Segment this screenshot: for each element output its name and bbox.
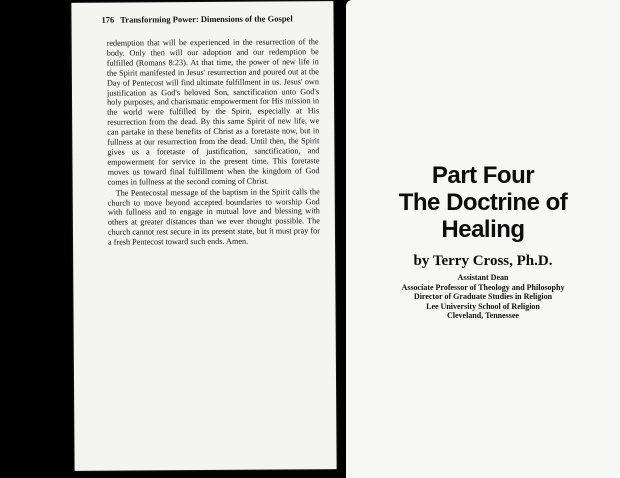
author-byline: by Terry Cross, Ph.D. bbox=[413, 253, 553, 269]
paragraph-1: redemption that will be experienced in the resurrection of the body. Only then will our adoption and our redemption be fulfilled (Romans 8:23). At that time, the power of new life in the Spirit manifested in Jesus' resurrection and poured out at the Day of Pentecost will find ultimate fulfillment in us. Jesus' own justification as God's beloved Son, sanctification unto God's holy purposes, and charismatic empowerment for His mission in the world were fulfilled by the Spirit, especially at His resurrection from the dead. By this same Spirit of new life, we can partake in these benefits of Christ as a foretaste now, but in fullness at our resurrection from the dead. Until then, the Spirit gives us a foretaste of justification, sanctification, and empowerment for service in the present time. This foretaste moves us toward final fulfillment when the kingdom of God comes in fullness at the second coming of Christ. bbox=[106, 37, 320, 187]
running-head bbox=[101, 13, 292, 24]
right-page bbox=[346, 0, 620, 478]
affiliation-line: Cleveland, Tennessee bbox=[446, 311, 519, 320]
affiliation-line: Lee University School of Religion bbox=[426, 301, 540, 311]
title-line-3: Healing bbox=[441, 216, 525, 243]
running-head-title: Transforming Power: Dimensions of the Gospel bbox=[120, 13, 293, 25]
page-number: 176 bbox=[101, 14, 115, 25]
part-title bbox=[346, 162, 620, 243]
title-line-1: Part Four bbox=[431, 162, 535, 189]
left-page bbox=[71, 1, 336, 471]
affiliation-line: Director of Graduate Studies in Religion bbox=[413, 292, 553, 301]
body-text bbox=[107, 37, 320, 248]
author-affiliation bbox=[346, 273, 620, 321]
affiliation-line: Associate Professor of Theology and Philosophy bbox=[401, 282, 565, 292]
paragraph-2: The Pentecostal message of the baptism in the Spirit calls the church to move beyond accepted boundaries to worship God with fullness and to engage in mutual love and blessing with others at greater distances than we ever thought possible. The church cannot rest secure in its present state, but it must pray for a fresh Pentecost toward such ends. Amen. bbox=[107, 186, 320, 247]
title-line-2: The Doctrine of bbox=[398, 189, 568, 216]
affiliation-line: Assistant Dean bbox=[457, 273, 509, 282]
